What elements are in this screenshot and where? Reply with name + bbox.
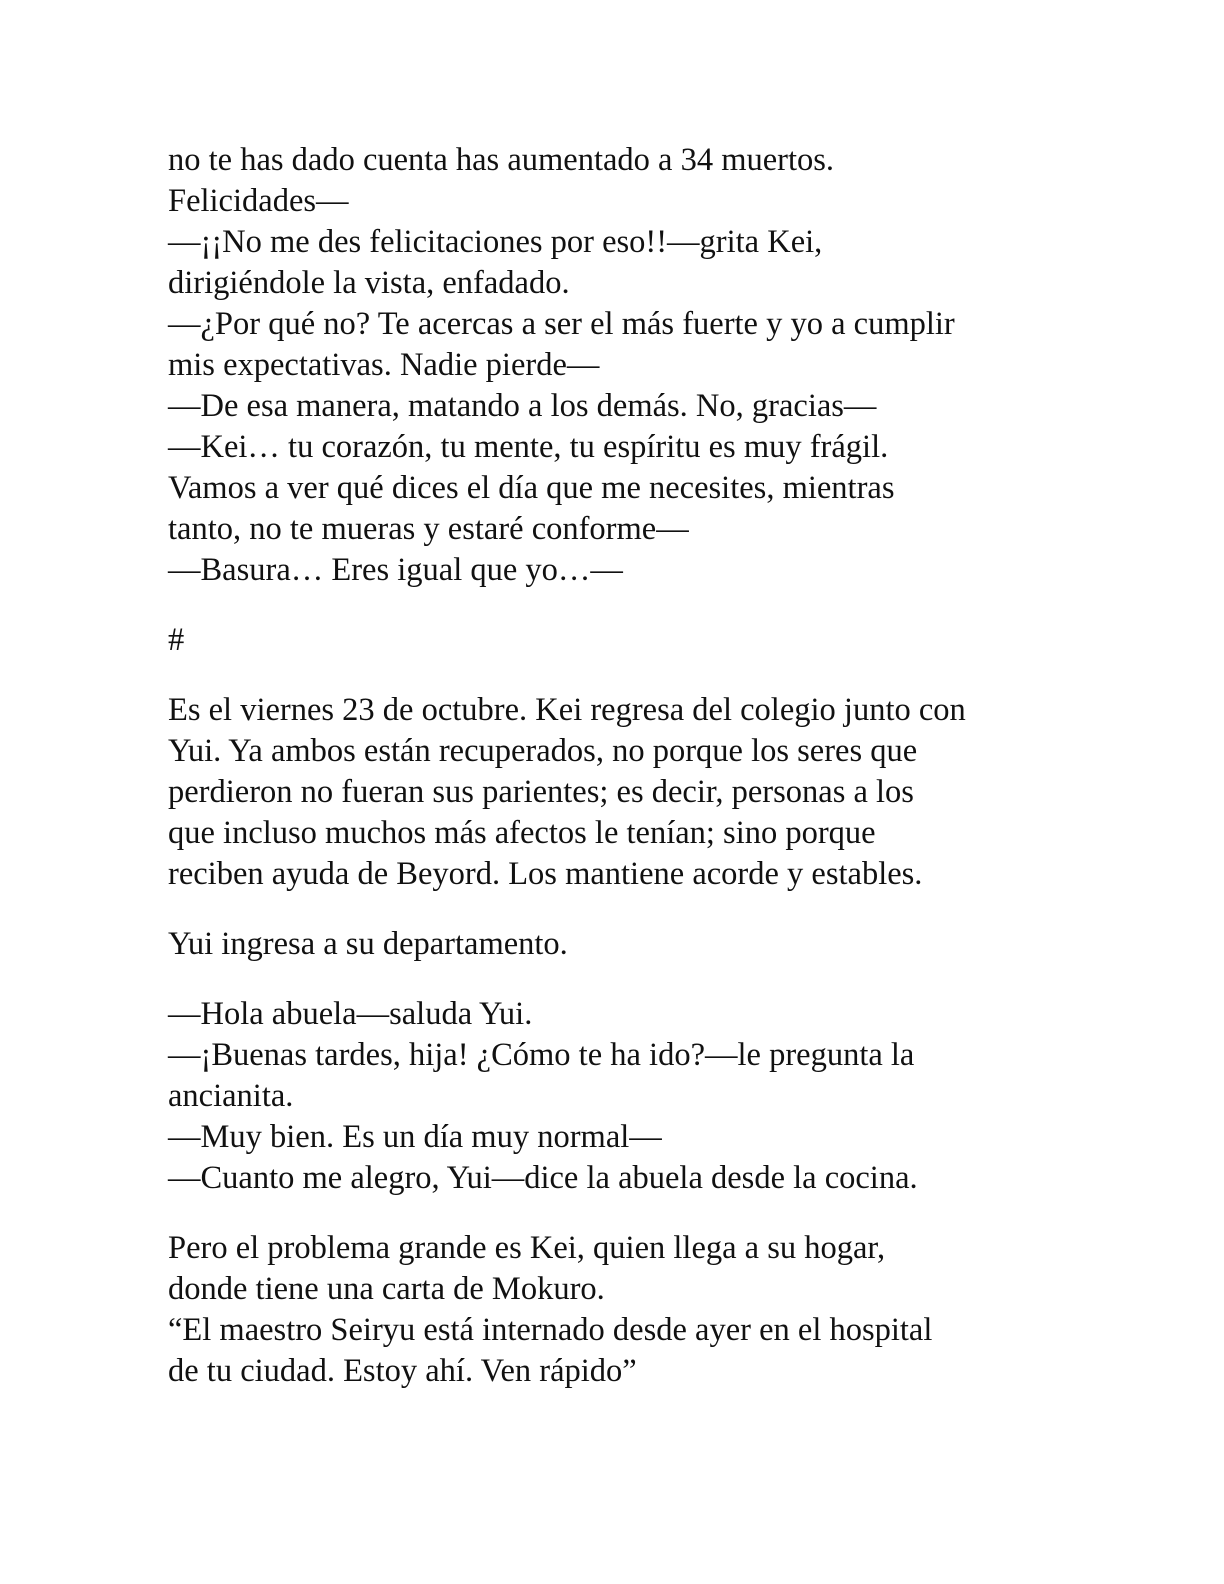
- narrative-paragraph-2: [168, 924, 1068, 965]
- dialogue-block-1: [168, 140, 1068, 591]
- text-line: —Hola abuela—saluda Yui.: [168, 996, 533, 1032]
- text-line: —Muy bien. Es un día muy normal—: [168, 1119, 662, 1155]
- text-line: que incluso muchos más afectos le tenían; sino porque: [168, 815, 876, 851]
- dialogue-block-2: [168, 994, 1068, 1199]
- narrative-paragraph-3: [168, 1228, 1068, 1392]
- text-line: “El maestro Seiryu está internado desde ayer en el hospital: [168, 1312, 933, 1348]
- paragraph-gap: [168, 661, 1068, 690]
- text-line: —De esa manera, matando a los demás. No, gracias—: [168, 388, 877, 424]
- text-line: —¿Por qué no? Te acercas a ser el más fuerte y yo a cumplir: [168, 306, 955, 342]
- paragraph-gap: [168, 895, 1068, 924]
- text-line: perdieron no fueran sus parientes; es decir, personas a los: [168, 774, 914, 810]
- text-line: Yui. Ya ambos están recuperados, no porque los seres que: [168, 733, 918, 769]
- text-line: dirigiéndole la vista, enfadado.: [168, 265, 570, 301]
- scene-break: [168, 620, 1068, 661]
- document-page: [168, 140, 1068, 1392]
- text-line: mis expectativas. Nadie pierde—: [168, 347, 600, 383]
- text-line: donde tiene una carta de Mokuro.: [168, 1271, 605, 1307]
- text-line: —Cuanto me alegro, Yui—dice la abuela desde la cocina.: [168, 1160, 918, 1196]
- text-line: reciben ayuda de Beyord. Los mantiene acorde y estables.: [168, 856, 923, 892]
- narrative-paragraph-1: [168, 690, 1068, 895]
- text-line: Yui ingresa a su departamento.: [168, 926, 568, 962]
- text-line: —Kei… tu corazón, tu mente, tu espíritu es muy frágil.: [168, 429, 889, 465]
- text-line: Es el viernes 23 de octubre. Kei regresa del colegio junto con: [168, 692, 966, 728]
- text-line: —¡Buenas tardes, hija! ¿Cómo te ha ido?—le pregunta la: [168, 1037, 915, 1073]
- text-line: no te has dado cuenta has aumentado a 34 muertos.: [168, 142, 835, 178]
- text-line: Pero el problema grande es Kei, quien llega a su hogar,: [168, 1230, 886, 1266]
- paragraph-gap: [168, 1199, 1068, 1228]
- text-line: —¡¡No me des felicitaciones por eso!!—grita Kei,: [168, 224, 823, 260]
- paragraph-gap: [168, 965, 1068, 994]
- scene-break-marker: #: [168, 622, 185, 658]
- text-line: —Basura… Eres igual que yo…—: [168, 552, 623, 588]
- text-line: Vamos a ver qué dices el día que me necesites, mientras: [168, 470, 895, 506]
- text-line: de tu ciudad. Estoy ahí. Ven rápido”: [168, 1353, 637, 1389]
- text-line: ancianita.: [168, 1078, 294, 1114]
- text-line: tanto, no te mueras y estaré conforme—: [168, 511, 689, 547]
- text-line: Felicidades—: [168, 183, 349, 219]
- paragraph-gap: [168, 591, 1068, 620]
